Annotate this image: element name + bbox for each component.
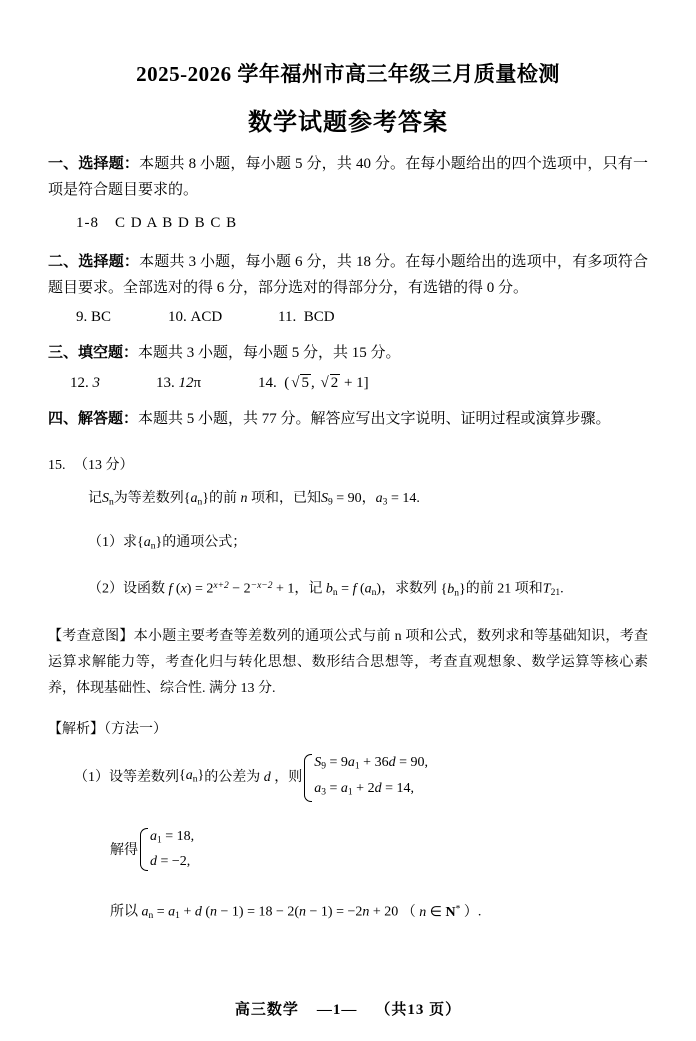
answer-item-13: 13. 12π [156, 375, 202, 391]
part2-record: 记 [308, 581, 323, 597]
answer-num-12: 12. [70, 375, 89, 391]
answer-item-12: 12. 3 [70, 375, 100, 391]
system2-line2: d = −2, [150, 854, 191, 870]
step1-mid: 的公差为 [204, 769, 261, 785]
document-body [48, 151, 648, 928]
answer-num-11: 11. [278, 309, 297, 325]
answer-val-9: BC [91, 309, 112, 325]
stem-mid2: 的前 [209, 491, 237, 506]
answer-num-13: 13. [156, 375, 175, 391]
equation-system-1 [304, 752, 428, 803]
answer-val-11: BCD [303, 309, 335, 325]
section-3-heading: 三、填空题： [48, 345, 139, 361]
section-1-heading: 一、选择题： [48, 156, 140, 172]
part2-tail: 的前 21 项和 [465, 581, 543, 597]
solution-step-2 [110, 826, 648, 874]
system2-line1: a1 = 18, [150, 828, 195, 846]
step3-pre: 所以 [110, 904, 138, 920]
solution-step-1: （1）设等差数列 {an} 的公差为 d ，则 S9 = 9a1 + 36d = 90, a3 = a1 + 2d = 14, [74, 752, 648, 803]
answer-sheet-page [0, 58, 696, 1041]
question-15-score: （13 分） [74, 458, 134, 473]
section-2-text: 本题共 3 小题，每小题 6 分，共 18 分。在每小题给出的选项中，有多项符合题目要求。全部选对的得 6 分，部分选对的得部分分，有选错的得 0 分。 [48, 254, 648, 296]
answer-val-14: ( √ 5 , √ 2 + 1] [284, 375, 369, 391]
solution-step-3: 所以 an = a1 + d (n − 1) = 18 − 2(n − 1) = −2n + 20 （ n ∈ N* ）. [110, 904, 482, 922]
page-footer [0, 998, 696, 1019]
part2-dot: . [560, 581, 564, 597]
footer-page-number: —1— [316, 1002, 358, 1018]
question-15-number: 15. [48, 458, 66, 473]
exam-intent-paragraph [48, 624, 648, 702]
section-2-paragraph [48, 249, 648, 301]
section-2-answers [48, 309, 648, 326]
stem-mid: 为等差数列 [113, 491, 184, 506]
exam-intent-text: 本小题主要考查等差数列的通项公式与前 n 项和公式，数列求和等基础知识，考查运算求解能力等，考查化归与转化思想、数形结合思想等，考查直观想象、数学运算等核心素养，体现基础性、综合性. 满分 13 分. [48, 629, 649, 697]
section-3-paragraph [48, 340, 648, 366]
footer-subject: 高三数学 [234, 1002, 299, 1018]
footer-total-pages: （共13 页） [375, 1002, 462, 1018]
system1-line2: a3 = a1 + 2d = 14, [314, 780, 414, 798]
section-1-answer-value: C D A B D B C B [115, 215, 238, 231]
section-3-answers [48, 374, 648, 392]
solution-method: （方法一） [104, 722, 167, 738]
section-3-text: 本题共 3 小题，每小题 5 分，共 15 分。 [138, 345, 401, 361]
exam-intent-label: 【考查意图】 [48, 629, 134, 645]
equation-system-2 [140, 826, 194, 874]
answer-item-9 [76, 309, 168, 326]
section-4-heading: 四、解答题： [48, 411, 139, 427]
solution-label: 【解析】 [48, 722, 104, 738]
system1-line1: S9 = 9a1 + 36d = 90, [314, 755, 428, 772]
answer-val-10: ACD [190, 309, 223, 325]
answer-item-11 [278, 309, 388, 326]
answer-num-10: 10. [168, 309, 187, 325]
part1-end: 的通项公式； [162, 534, 247, 550]
answer-item-10 [168, 309, 278, 326]
question-15-stem: 记Sn为等差数列{an}的前 n 项和，已知S9 = 90，a3 = 14. [88, 491, 420, 508]
section-1-answers [48, 211, 648, 235]
stem-S-sub: n [109, 497, 114, 508]
section-1-text: 本题共 8 小题，每小题 5 分，共 40 分。在每小题给出的四个选项中，只有一项是符合题目要求的。 [48, 156, 648, 198]
section-1-paragraph [48, 151, 648, 203]
stem-end: . [416, 491, 420, 506]
page-title-line1: 2025-2026 学年福州市高三年级三月质量检测 [136, 62, 560, 86]
section-2-heading: 二、选择题： [48, 254, 140, 270]
step2-label: 解得 [110, 843, 138, 859]
part2-label: （2）设函数 [88, 581, 165, 597]
part1-label: （1）求 [88, 534, 137, 550]
step1-pre: （1）设等差数列 [74, 769, 179, 785]
step3-condition: （ n ∈ N* ） [401, 904, 478, 920]
stem-pre: 记 [88, 491, 102, 506]
solution-label-row [48, 718, 648, 738]
answer-num-14: 14. [258, 375, 277, 391]
section-1-answer-label: 1-8 [76, 215, 99, 231]
question-15-part-1: （1）求{an}的通项公式； [88, 534, 247, 552]
page-title-line2: 数学试题参考答案 [248, 110, 448, 136]
step3-end: . [477, 904, 482, 920]
answer-item-14 [258, 374, 378, 392]
question-15-part-2: （2）设函数 f $(x) = 2^{x+2} - 2^{-x-2} + 1$，记 bn = f (an)，求数列 {bn}的前 21 项和T21. [88, 581, 564, 599]
stem-mid3: 项和，已知 [251, 491, 321, 506]
answer-num-9: 9. [76, 309, 88, 325]
section-4-paragraph [48, 406, 648, 432]
step1-post: ，则 [274, 769, 303, 785]
question-15-header [48, 454, 648, 474]
section-4-text: 本题共 5 小题，共 77 分。解答应写出文字说明、证明过程或演算步骤。 [138, 411, 611, 427]
